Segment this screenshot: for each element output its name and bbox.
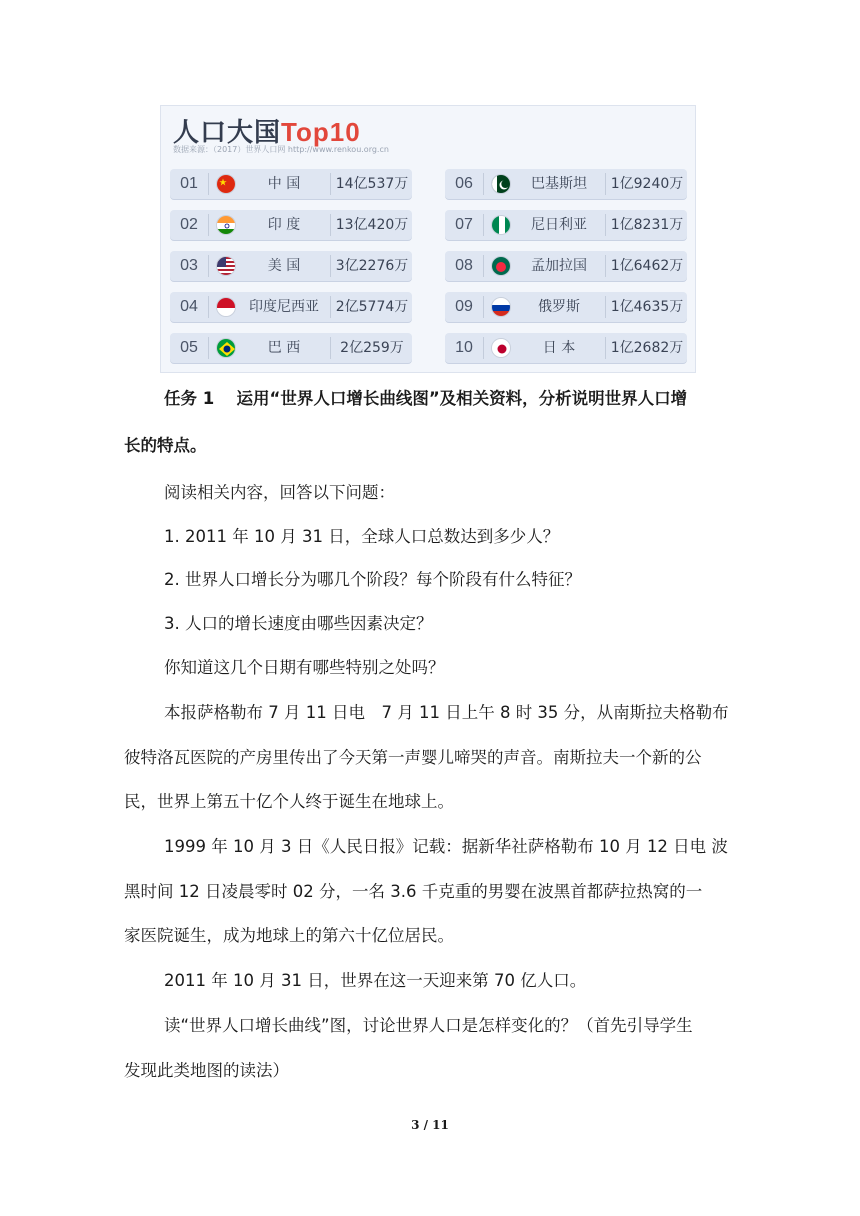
population-value: 1亿6462万: [610, 258, 684, 274]
rank-row: [170, 251, 412, 281]
paragraph-6-billion-line3: 家医院诞生，成为地球上的第六十亿位居民。: [124, 926, 454, 945]
country-name: 巴 西: [267, 340, 301, 356]
paragraph-7-billion: 2011 年 10 月 31 日，世界在这一天迎来第 70 亿人口。: [164, 971, 587, 990]
rank-number: 06: [455, 175, 473, 192]
country-name: 美 国: [267, 258, 301, 274]
rank-number: 02: [180, 216, 198, 233]
paragraph-5-billion-line1: 本报萨格勒布 7 月 11 日电 7 月 11 日上午 8 时 35 分，从南斯拉夫格勒布: [164, 703, 729, 722]
rank-row: [170, 210, 412, 240]
paragraph-dates-question: 你知道这几个日期有哪些特别之处吗？: [164, 658, 445, 677]
china-flag-icon: [216, 174, 236, 194]
rank-number: 05: [180, 339, 198, 356]
question-2: 2. 世界人口增长分为哪几个阶段？每个阶段有什么特征？: [164, 570, 581, 589]
rank-number: 07: [455, 216, 473, 233]
paragraph-5-billion-line2: 彼特洛瓦医院的产房里传出了今天第一声婴儿啼哭的声音。南斯拉夫一个新的公: [124, 748, 702, 767]
brazil-flag-icon: [216, 338, 236, 358]
rank-row: [445, 292, 687, 322]
pakistan-flag-icon: [491, 174, 511, 194]
rank-number: 08: [455, 257, 473, 274]
population-value: 1亿4635万: [610, 299, 684, 315]
country-name: 日 本: [542, 340, 576, 356]
russia-flag-icon: [491, 297, 511, 317]
infographic-source: 数据来源：（2017）世界人口网 http://www.renkou.org.cn: [173, 145, 389, 154]
rank-row: [170, 292, 412, 322]
question-1: 1. 2011 年 10 月 31 日，全球人口总数达到多少人？: [164, 527, 560, 546]
country-name: 俄罗斯: [538, 299, 580, 315]
population-value: 13亿420万: [335, 217, 409, 233]
infographic-title-top10: Top10: [281, 117, 361, 147]
rank-row: [170, 169, 412, 199]
population-top10-infographic: [160, 105, 696, 373]
paragraph-5-billion-line3: 民，世界上第五十亿个人终于诞生在地球上。: [124, 792, 454, 811]
population-value: 2亿5774万: [335, 299, 409, 315]
population-value: 2亿259万: [340, 340, 404, 356]
population-value: 3亿2276万: [335, 258, 409, 274]
indonesia-flag-icon: [216, 297, 236, 317]
country-name: 巴基斯坦: [531, 176, 587, 192]
paragraph-curve-line2: 发现此类地图的读法）: [124, 1061, 289, 1080]
rank-row: [445, 169, 687, 199]
task-heading-line1: 任务 1 运用“世界人口增长曲线图”及相关资料，分析说明世界人口增: [164, 389, 688, 408]
bangladesh-flag-icon: [491, 256, 511, 276]
paragraph-curve-line1: 读“世界人口增长曲线”图，讨论世界人口是怎样变化的？（首先引导学生: [164, 1016, 693, 1035]
india-flag-icon: [216, 215, 236, 235]
rank-number: 09: [455, 298, 473, 315]
task-heading-line2: 长的特点。: [124, 436, 207, 455]
country-name: 印度尼西亚: [249, 299, 319, 315]
page-number: 3 / 11: [411, 1118, 449, 1132]
population-value: 1亿8231万: [610, 217, 684, 233]
country-name: 印 度: [267, 217, 301, 233]
rank-row: [170, 333, 412, 363]
population-value: 14亿537万: [335, 176, 409, 192]
infographic-title-cn: 人口大国: [173, 118, 282, 148]
rank-number: 04: [180, 298, 198, 315]
country-name: 中 国: [267, 176, 301, 192]
question-3: 3. 人口的增长速度由哪些因素决定？: [164, 614, 433, 633]
rank-row: [445, 251, 687, 281]
japan-flag-icon: [491, 338, 511, 358]
rank-row: [445, 210, 687, 240]
questions-intro: 阅读相关内容，回答以下问题：: [164, 483, 395, 502]
rank-row: [445, 333, 687, 363]
usa-flag-icon: [216, 256, 236, 276]
rank-number: 03: [180, 257, 198, 274]
rank-number: 01: [180, 175, 198, 192]
country-name: 尼日利亚: [531, 217, 587, 233]
population-value: 1亿9240万: [610, 176, 684, 192]
country-name: 孟加拉国: [531, 258, 587, 274]
paragraph-6-billion-line2: 黑时间 12 日凌晨零时 02 分，一名 3.6 千克重的男婴在波黑首都萨拉热窝的一: [124, 882, 703, 901]
population-value: 1亿2682万: [610, 340, 684, 356]
rank-number: 10: [455, 339, 473, 356]
paragraph-6-billion-line1: 1999 年 10 月 3 日《人民日报》记载：据新华社萨格勒布 10 月 12 日电 波: [164, 837, 728, 856]
nigeria-flag-icon: [491, 215, 511, 235]
